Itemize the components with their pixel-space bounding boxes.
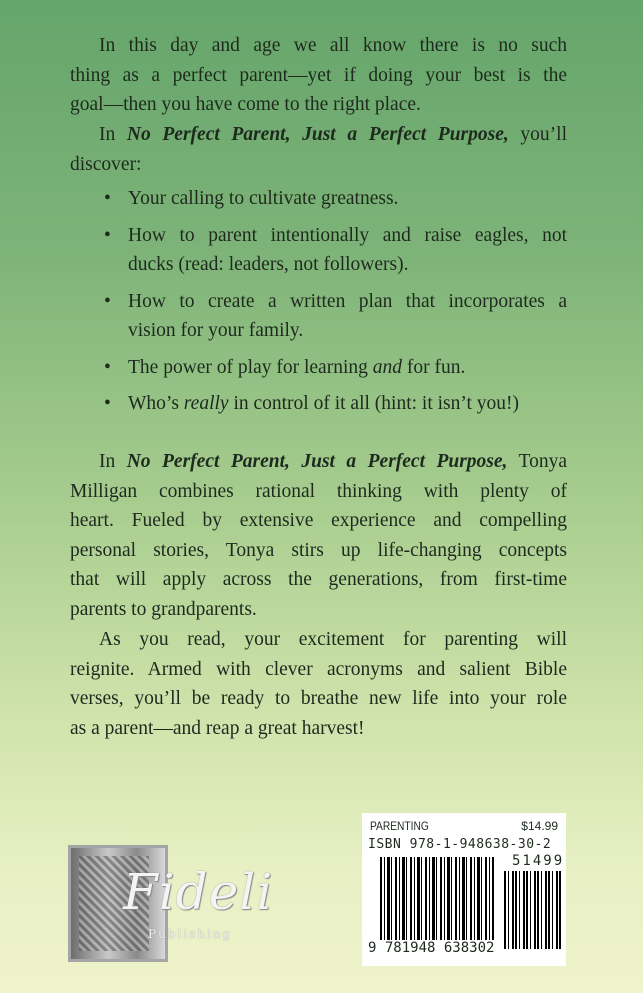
text-segment: parents to grandparents.	[70, 599, 257, 620]
isbn-barcode-label	[362, 813, 566, 966]
text-line	[70, 598, 567, 622]
text-line	[128, 290, 567, 314]
text-line	[128, 356, 567, 380]
text-line	[70, 717, 567, 741]
text-line	[128, 253, 567, 277]
text-segment: reignite. Armed with clever acronyms and salient Bible	[70, 659, 567, 680]
text-line	[99, 123, 567, 147]
text-segment: The power of play for learning	[128, 357, 373, 378]
bullet-icon: •	[104, 357, 111, 378]
text-segment: vision for your family.	[128, 320, 304, 341]
logo-subtitle: Publishing	[148, 927, 233, 941]
text-segment: for fun.	[402, 357, 466, 378]
text-segment: Your calling to cultivate greatness.	[128, 188, 399, 209]
text-segment: in control of it all (hint: it isn’t you!)	[228, 393, 520, 414]
bullet-icon: •	[104, 188, 111, 209]
emphasis-text: and	[372, 357, 402, 378]
text-segment: Milligan combines rational thinking with plenty of	[70, 481, 567, 502]
text-segment: verses, you’ll be ready to breathe new life into your role	[70, 688, 567, 709]
logo-name: Fideli	[123, 863, 274, 921]
text-segment: In	[99, 124, 127, 145]
text-line	[128, 224, 567, 248]
text-segment: Tonya	[507, 451, 568, 472]
text-segment: As you read, your excitement for parenting will	[99, 629, 567, 650]
text-segment: heart. Fueled by extensive experience and compelling	[70, 510, 567, 531]
text-segment: discover:	[70, 154, 142, 175]
ean-barcode-bars	[380, 857, 494, 949]
text-segment: Who’s	[128, 393, 184, 414]
text-segment: How to parent intentionally and raise eagles, not	[128, 225, 567, 246]
bullet-icon: •	[104, 393, 111, 414]
text-segment: that will apply across the generations, from first-time	[70, 569, 567, 590]
text-line	[70, 64, 567, 88]
bullet-icon: •	[104, 225, 111, 246]
text-line	[99, 628, 567, 652]
text-segment: thing as a perfect parent—yet if doing your best is the	[70, 65, 567, 86]
text-line	[70, 539, 567, 563]
text-segment: you’ll	[508, 124, 567, 145]
text-segment: How to create a written plan that incorporates a	[128, 291, 567, 312]
text-line	[70, 480, 567, 504]
text-line	[128, 319, 567, 343]
text-line	[70, 93, 567, 117]
text-line	[70, 509, 567, 533]
emphasis-text: really	[183, 393, 229, 414]
category-label: PARENTING	[370, 819, 429, 833]
text-segment: goal—then you have come to the right place.	[70, 94, 421, 115]
text-segment: ducks (read: leaders, not followers).	[128, 254, 409, 275]
addon-barcode-bars	[504, 871, 562, 949]
ean-digits: 9 781948 638302	[368, 940, 495, 956]
text-segment: In	[99, 451, 127, 472]
text-line	[70, 568, 567, 592]
text-segment: as a parent—and reap a great harvest!	[70, 718, 365, 739]
text-line	[70, 658, 567, 682]
price-label: $14.99	[521, 819, 558, 833]
text-line	[99, 34, 567, 58]
text-segment: personal stories, Tonya stirs up life-changing concepts	[70, 540, 567, 561]
bullet-icon: •	[104, 291, 111, 312]
text-line	[128, 187, 567, 211]
text-line	[128, 392, 567, 416]
fideli-publishing-logo	[68, 845, 274, 965]
text-line	[99, 450, 567, 474]
text-line	[70, 153, 567, 177]
emphasis-text: No Perfect Parent, Just a Perfect Purpose,	[126, 124, 509, 145]
price-addon-code: 51499	[512, 853, 565, 869]
text-line	[70, 687, 567, 711]
isbn-number: ISBN 978-1-948638-30-2	[368, 837, 552, 852]
emphasis-text: No Perfect Parent, Just a Perfect Purpose,	[126, 451, 508, 472]
text-segment: In this day and age we all know there is no such	[99, 35, 567, 56]
